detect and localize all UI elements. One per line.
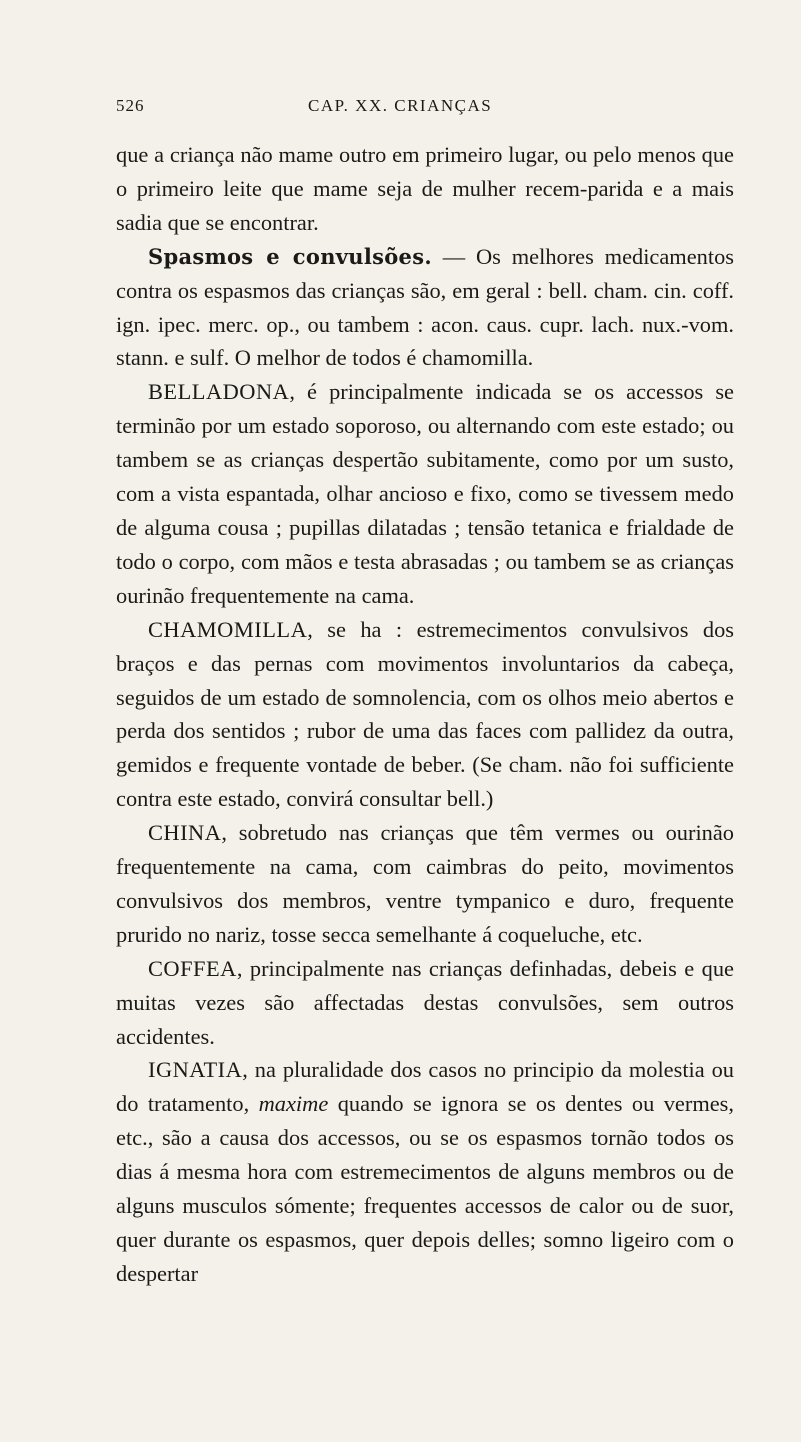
page-number: 526	[116, 96, 145, 115]
section-heading: Spasmos e convulsões.	[148, 243, 432, 269]
paragraph-continuation	[116, 138, 734, 240]
paragraph-text: , se ha : estremecimentos convulsivos dos braços e das pernas com movimentos involuntarios da cabeça, seguidos de um estado de somnolencia, com os olhos meio abertos e perda dos sentidos ; rubor de uma das faces com pallidez da outra, gemidos e frequente vontade de beber. (Se cham. não foi sufficiente contra este estado, convirá consultar bell.)	[116, 616, 734, 812]
body-text	[116, 138, 734, 1291]
italic-term: maxime	[258, 1091, 329, 1117]
paragraph-china	[116, 816, 734, 952]
remedy-name: CHAMOMILLA	[148, 616, 308, 642]
paragraph-text: que a criança não mame outro em primeiro lugar, ou pelo menos que o primeiro leite que mame seja de mulher recem-parida e a mais sadia que se encontrar.	[116, 142, 734, 235]
remedy-name: CHINA	[148, 820, 222, 846]
paragraph-belladona	[116, 375, 734, 612]
paragraph-text: , é principalmente indicada se os accessos se terminão por um estado soporoso, ou alternando com este estado; ou tambem se as crianças despertão subitamente, como por um susto, com a vista espantada, olhar ancioso e fixo, como se tivessem medo de alguma cousa ; pupillas dilatadas ; tensão tetanica e frialdade de todo o corpo, com mãos e testa abrasadas ; ou tambem se as crianças ourinão frequentemente na cama.	[116, 379, 734, 608]
remedy-name: BELLADONA	[148, 379, 290, 405]
paragraph-chamomilla	[116, 613, 734, 816]
paragraph-text: quando se ignora se os dentes ou vermes, etc., são a causa dos accessos, ou se os espasmos tornão todos os dias á mesma hora com estremecimentos de alguns membros ou de alguns musculos sómente; frequentes accessos de calor ou de suor, quer durante os espasmos, quer depois delles; somno ligeiro com o despertar	[116, 1091, 734, 1286]
remedy-name: IGNATIA	[148, 1057, 243, 1083]
running-head: CAP. XX. CRIANÇAS	[308, 96, 493, 115]
paragraph-ignatia	[116, 1053, 734, 1290]
remedy-name: COFFEA	[148, 955, 237, 981]
paragraph-text: , na pluralidade dos casos no principio da molestia ou do tratamento,	[116, 1057, 734, 1117]
paragraph-coffea	[116, 952, 734, 1054]
page-header	[116, 96, 716, 120]
paragraph-spasmos	[116, 240, 734, 376]
paragraph-text: , principalmente nas crianças definhadas, debeis e que muitas vezes são affectadas destas convulsões, sem outros accidentes.	[116, 955, 734, 1049]
paragraph-text: — Os melhores medicamentos contra os espasmos das crianças são, em geral : bell. cham. cin. coff. ign. ipec. merc. op., ou tambem : acon. caus. cupr. lach. nux.-vom. stann. e sulf. O melhor de todos é chamomilla.	[116, 243, 734, 371]
paragraph-text: , sobretudo nas crianças que têm vermes ou ourinão frequentemente na cama, com caimbras do peito, movimentos convulsivos dos membros, ventre tympanico e duro, frequente prurido no nariz, tosse secca semelhante á coqueluche, etc.	[116, 820, 734, 947]
